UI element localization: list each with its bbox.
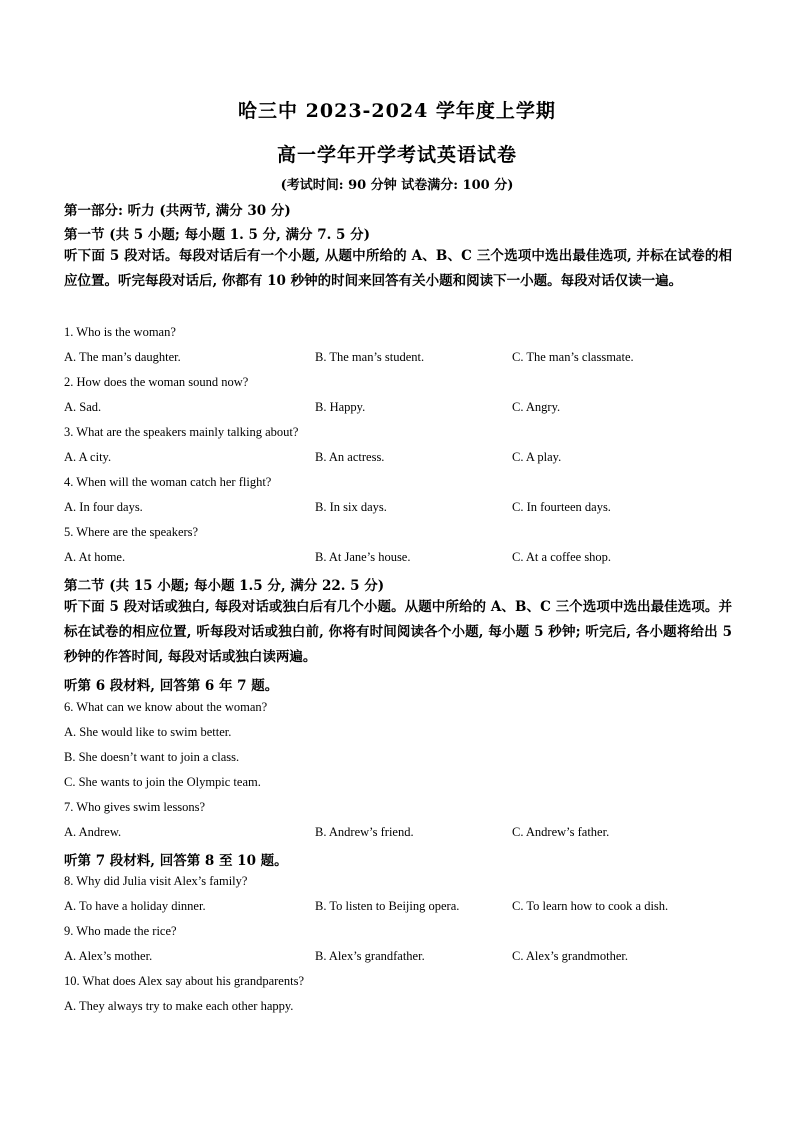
question-6-option-a: A. She would like to swim better.: [64, 725, 232, 739]
question-5-option-c: C. At a coffee shop.: [512, 550, 612, 564]
question-10-option-a: A. They always try to make each other happy.: [64, 999, 294, 1013]
question-8-option-c: C. To learn how to cook a dish.: [512, 899, 669, 913]
question-5-stem: 5. Where are the speakers?: [64, 525, 199, 539]
question-6-option-b: B. She doesn’t want to join a class.: [64, 750, 240, 764]
question-3-option-c: C. A play.: [512, 450, 562, 464]
question-7-option-a: A. Andrew.: [64, 825, 122, 839]
question-1-option-c: C. The man’s classmate.: [512, 350, 634, 364]
section1-instructions: 听下面 5 段对话。每段对话后有一个小题, 从题中所给的 A、B、C 三个选项中选出最佳选项, 并标在试卷的相应位置。听完每段对话后, 你都有 10 秒钟的时间来回答有关小题和阅读下一小题。每段对话仅读一遍。: [64, 248, 732, 289]
material6-heading: 听第 6 段材料, 回答第 6 年 7 题。: [64, 678, 279, 694]
question-5-option-b: B. At Jane’s house.: [315, 550, 411, 564]
question-1-option-a: A. The man’s daughter.: [64, 350, 181, 364]
question-2-option-a: A. Sad.: [64, 400, 102, 414]
question-4-option-a: A. In four days.: [64, 500, 143, 514]
exam-title-line2: 高一学年开学考试英语试卷: [276, 144, 517, 166]
material7-heading: 听第 7 段材料, 回答第 8 至 10 题。: [64, 853, 288, 869]
question-9-option-a: A. Alex’s mother.: [64, 949, 153, 963]
question-6-stem: 6. What can we know about the woman?: [64, 700, 268, 714]
question-4-stem: 4. When will the woman catch her flight?: [64, 475, 272, 489]
question-4-option-b: B. In six days.: [315, 500, 387, 514]
exam-info: (考试时间: 90 分钟 试卷满分: 100 分): [280, 178, 514, 193]
question-8-option-a: A. To have a holiday dinner.: [64, 899, 206, 913]
section1-heading: 第一节 (共 5 小题; 每小题 1. 5 分, 满分 7. 5 分): [64, 227, 371, 243]
question-7-option-c: C. Andrew’s father.: [512, 825, 610, 839]
part1-heading: 第一部分: 听力 (共两节, 满分 30 分): [64, 203, 291, 219]
question-7-stem: 7. Who gives swim lessons?: [64, 800, 206, 814]
question-1-option-b: B. The man’s student.: [315, 350, 425, 364]
question-1-stem: 1. Who is the woman?: [64, 325, 176, 339]
question-4-option-c: C. In fourteen days.: [512, 500, 611, 514]
question-5-option-a: A. At home.: [64, 550, 126, 564]
question-6-option-c: C. She wants to join the Olympic team.: [64, 775, 261, 789]
question-3-option-a: A. A city.: [64, 450, 112, 464]
question-2-stem: 2. How does the woman sound now?: [64, 375, 249, 389]
exam-title-line1: 哈三中 2023-2024 学年度上学期: [238, 100, 556, 122]
question-2-option-b: B. Happy.: [315, 400, 366, 414]
section2-heading: 第二节 (共 15 小题; 每小题 1.5 分, 满分 22. 5 分): [64, 578, 385, 594]
question-8-option-b: B. To listen to Beijing opera.: [315, 899, 460, 913]
question-9-option-c: C. Alex’s grandmother.: [512, 949, 628, 963]
question-10-stem: 10. What does Alex say about his grandparents?: [64, 974, 304, 988]
question-7-option-b: B. Andrew’s friend.: [315, 825, 414, 839]
question-8-stem: 8. Why did Julia visit Alex’s family?: [64, 874, 248, 888]
question-2-option-c: C. Angry.: [512, 400, 561, 414]
section2-instructions: 听下面 5 段对话或独白, 每段对话或独白后有几个小题。从题中所给的 A、B、C 三个选项中选出最佳选项。并标在试卷的相应位置, 听每段对话或独白前, 你将有时间阅读各个小题, 每小题 5 秒钟; 听完后, 各小题将给出 5 秒钟的作答时间, 每段对话或独白读两遍。: [64, 599, 732, 665]
question-9-option-b: B. Alex’s grandfather.: [315, 949, 425, 963]
question-3-option-b: B. An actress.: [315, 450, 385, 464]
question-3-stem: 3. What are the speakers mainly talking about?: [64, 425, 299, 439]
question-9-stem: 9. Who made the rice?: [64, 924, 177, 938]
